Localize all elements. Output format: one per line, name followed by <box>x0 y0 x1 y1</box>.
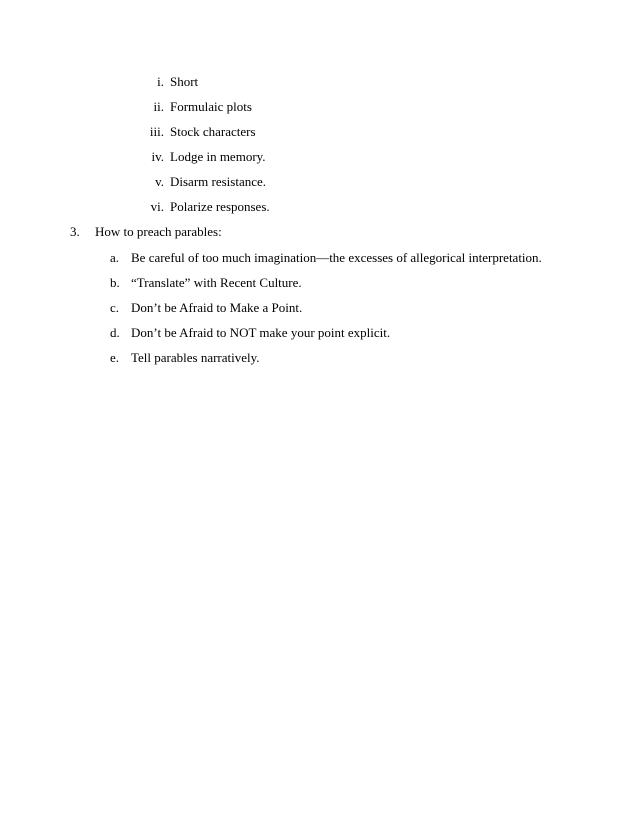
list-item-text: Formulaic plots <box>170 99 252 114</box>
list-item-text: Stock characters <box>170 124 256 139</box>
list-marker: iii. <box>149 124 164 139</box>
list-marker: iv. <box>151 149 164 164</box>
list-marker: b. <box>110 275 120 290</box>
list-item-text: Short <box>170 74 199 89</box>
list-marker: vi. <box>150 199 164 214</box>
list-marker: 3. <box>70 224 80 239</box>
list-item-text: Disarm resistance. <box>170 174 267 189</box>
list-marker: v. <box>155 174 164 189</box>
list-item-text: Don’t be Afraid to NOT make your point explicit. <box>131 325 391 340</box>
list-marker: e. <box>110 350 120 365</box>
list-item-text: Lodge in memory. <box>170 149 266 164</box>
list-marker: a. <box>110 250 120 265</box>
list-marker: ii. <box>153 99 164 114</box>
list-marker: d. <box>110 325 120 340</box>
list-item-text: “Translate” with Recent Culture. <box>131 275 302 290</box>
list-item-text: Don’t be Afraid to Make a Point. <box>131 300 303 315</box>
list-marker: c. <box>110 300 120 315</box>
section-heading-text: How to preach parables: <box>95 224 222 239</box>
list-item-text: Polarize responses. <box>170 199 270 214</box>
list-item-text: Tell parables narratively. <box>131 350 260 365</box>
list-item-text: Be careful of too much imagination—the excesses of allegorical interpretation. <box>131 250 542 265</box>
list-marker: i. <box>157 74 164 89</box>
